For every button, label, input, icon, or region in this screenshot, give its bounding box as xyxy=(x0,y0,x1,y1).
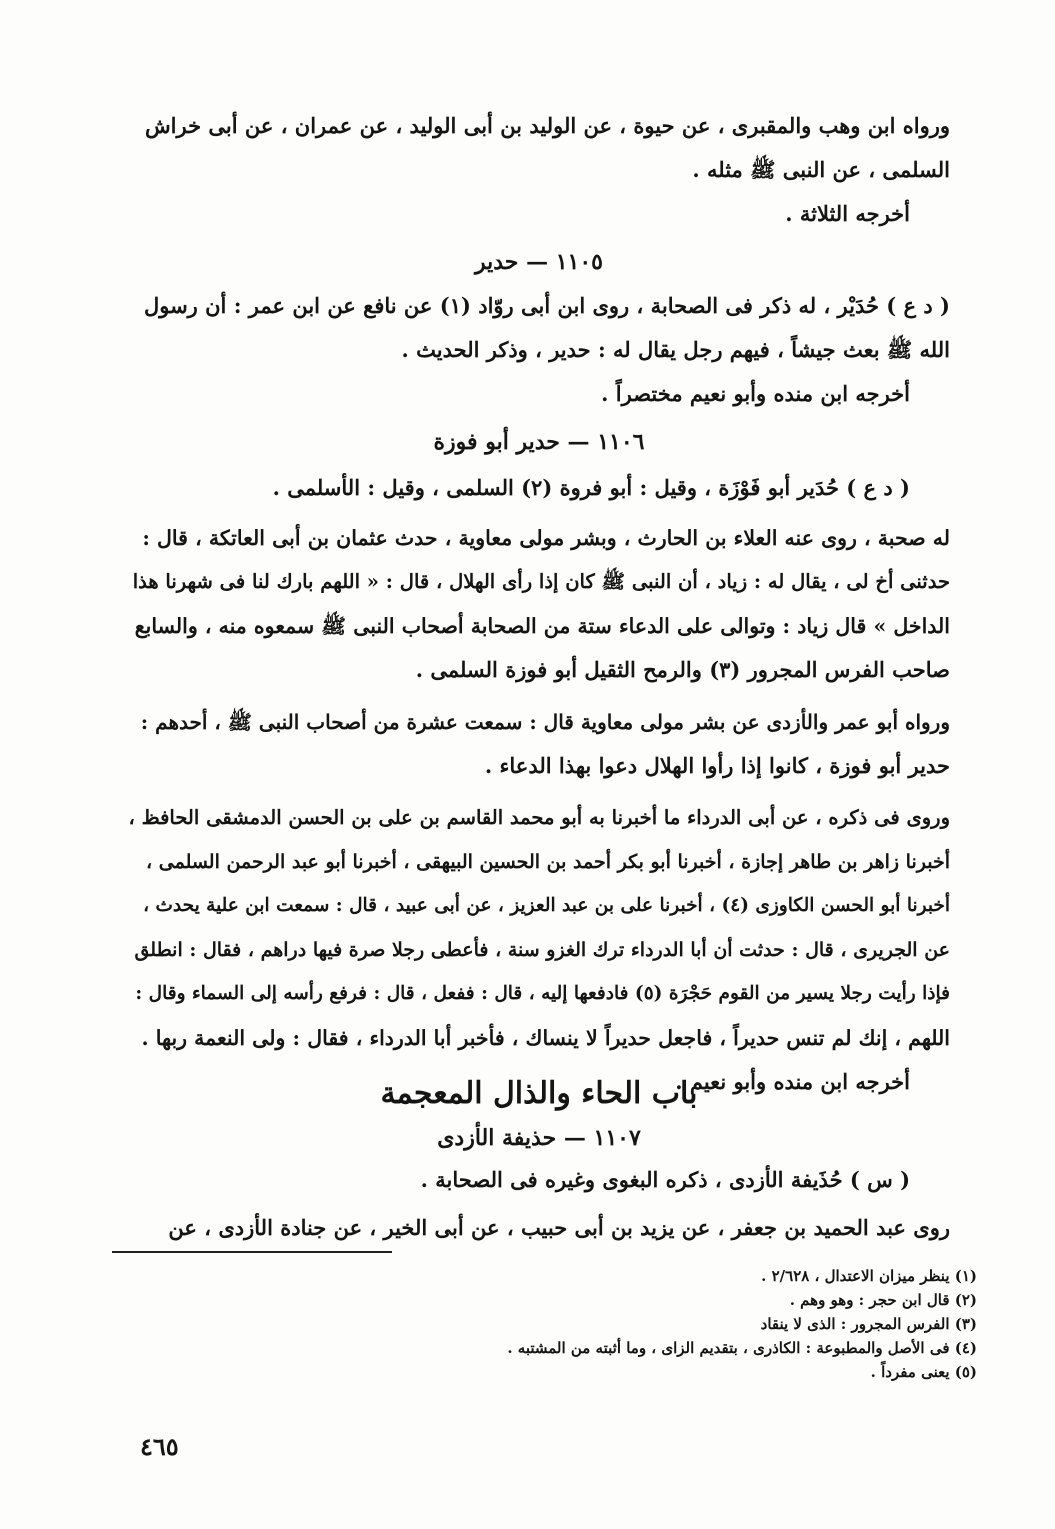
source-note: أخرجه ابن منده وأبو نعيم مختصراً . xyxy=(601,381,910,406)
source-note: أخرجه الثلاثة . xyxy=(785,201,910,226)
text-line: وروى فى ذكره ، عن أبى الدرداء ما أخبرنا به أبو محمد القاسم بن على بن الحسن الدمشقى الحافظ ، xyxy=(128,806,950,829)
text-line: روى عبد الحميد بن جعفر ، عن يزيد بن أبى حبيب ، عن أبى الخير ، عن جنادة الأزدى ، عن xyxy=(168,1215,950,1240)
footnote: (٣) الفرس المجرور : الذى لا ينقاد xyxy=(760,1315,977,1333)
footnotes xyxy=(377,1264,977,1384)
text-line: ورواه ابن وهب والمقبرى ، عن حيوة ، عن الوليد بن أبى الوليد ، عن عمران ، عن أبى خراش xyxy=(145,113,950,138)
text-line: اللهم ، إنك لم تنس حديراً ، فاجعل حديراً لا ينساك ، فأخبر أبا الدرداء ، فقال : ولى النعمة ربها . xyxy=(141,1026,950,1050)
footnote: (٤) فى الأصل والمطبوعة : الكاذرى ، بتقديم الزاى ، وما أثبته من المشتبه . xyxy=(507,1339,977,1357)
page-number: ٤٦٥ xyxy=(140,1432,179,1461)
entry-1106 xyxy=(128,466,950,1104)
footnote: (٢) قال ابن حجر : وهو وهم . xyxy=(789,1291,977,1309)
footnote-divider xyxy=(112,1251,392,1253)
footnote: (١) ينظر ميزان الاعتدال ، ٢/٦٢٨ . xyxy=(761,1267,977,1285)
text-line: ( د ع ) حُدَيْر ، له ذكر فى الصحابة ، روى ابن أبى روّاد (١) عن نافع عن ابن عمر : أن رسول xyxy=(143,293,950,318)
entry-intro: ( س ) حُذَيفة الأزدى ، ذكره البغوى وغيره فى الصحابة . xyxy=(420,1167,910,1192)
text-line: حدثنى أخ لى ، يقال له : زياد ، أن النبى ﷺ كان إذا رأى الهلال ، قال : « اللهم بارك لنا فى شهرنا هذا xyxy=(132,570,950,593)
source-note: أخرجه ابن منده وأبو نعيم . xyxy=(675,1069,910,1094)
text-line: أخبرنا زاهر بن طاهر إجازة ، أخبرنا أبو بكر أحمد بن الحسين البيهقى ، أخبرنا أبو عبد الرحمن السلمى ، xyxy=(146,851,950,873)
entry-1105 xyxy=(128,284,950,416)
previous-entry xyxy=(128,104,950,236)
text-line: عن الجريرى ، قال : حدثت أن أبا الدرداء ترك الغزو سنة ، فأعطى رجلا صرة فيها دراهم ، فقال : انطلق xyxy=(134,939,950,961)
text-line: له صحبة ، روى عنه العلاء بن الحارث ، وبشر مولى معاوية ، حدث عثمان بن أبى العاتكة ، قال : xyxy=(142,526,950,550)
entry-1107 xyxy=(128,1158,950,1250)
text-line: الداخل » قال زياد : وتوالى على الدعاء ستة من الصحابة أصحاب النبى ﷺ سمعوه منه ، والسابع xyxy=(134,614,950,638)
entry-intro: ( د ع ) حُدَير أبو فَوْزَة ، وقيل : أبو فروة (٢) السلمى ، وقيل : الأسلمى . xyxy=(272,475,910,500)
entry-heading-1105: ١١٠٥ — حدير xyxy=(475,249,603,275)
chapter-title: باب الحاء والذال المعجمة xyxy=(380,1076,698,1111)
text-line: ورواه أبو عمر والأزدى عن بشر مولى معاوية قال : سمعت عشرة من أصحاب النبى ﷺ ، أحدهم : xyxy=(140,710,950,734)
entry-heading-1107: ١١٠٧ — حذيفة الأزدى xyxy=(437,1125,641,1151)
text-line: السلمى ، عن النبى ﷺ مثله . xyxy=(692,157,950,182)
entry-heading-1106: ١١٠٦ — حدير أبو فوزة xyxy=(433,429,645,455)
text-line: أخبرنا أبو الحسن الكاوزى (٤) ، أخبرنا على بن عبد العزيز ، عن أبى عبيد ، قال : سمعت ابن علية يحدث ، xyxy=(143,895,950,916)
text-line: الله ﷺ بعث جيشاً ، فيهم رجل يقال له : حدير ، وذكر الحديث . xyxy=(401,337,950,362)
text-line: حدير أبو فوزة ، كانوا إذا رأوا الهلال دعوا بهذا الدعاء . xyxy=(484,753,950,778)
footnote: (٥) يعنى مفرداً . xyxy=(870,1363,977,1381)
text-line: صاحب الفرس المجرور (٣) والرمح الثقيل أبو فوزة السلمى . xyxy=(415,657,950,682)
text-line: فإذا رأيت رجلا يسير من القوم حَجْرَة (٥) فادفعها إليه ، قال : ففعل ، قال : فرفع رأسه إلى السماء وقال : xyxy=(135,983,950,1004)
